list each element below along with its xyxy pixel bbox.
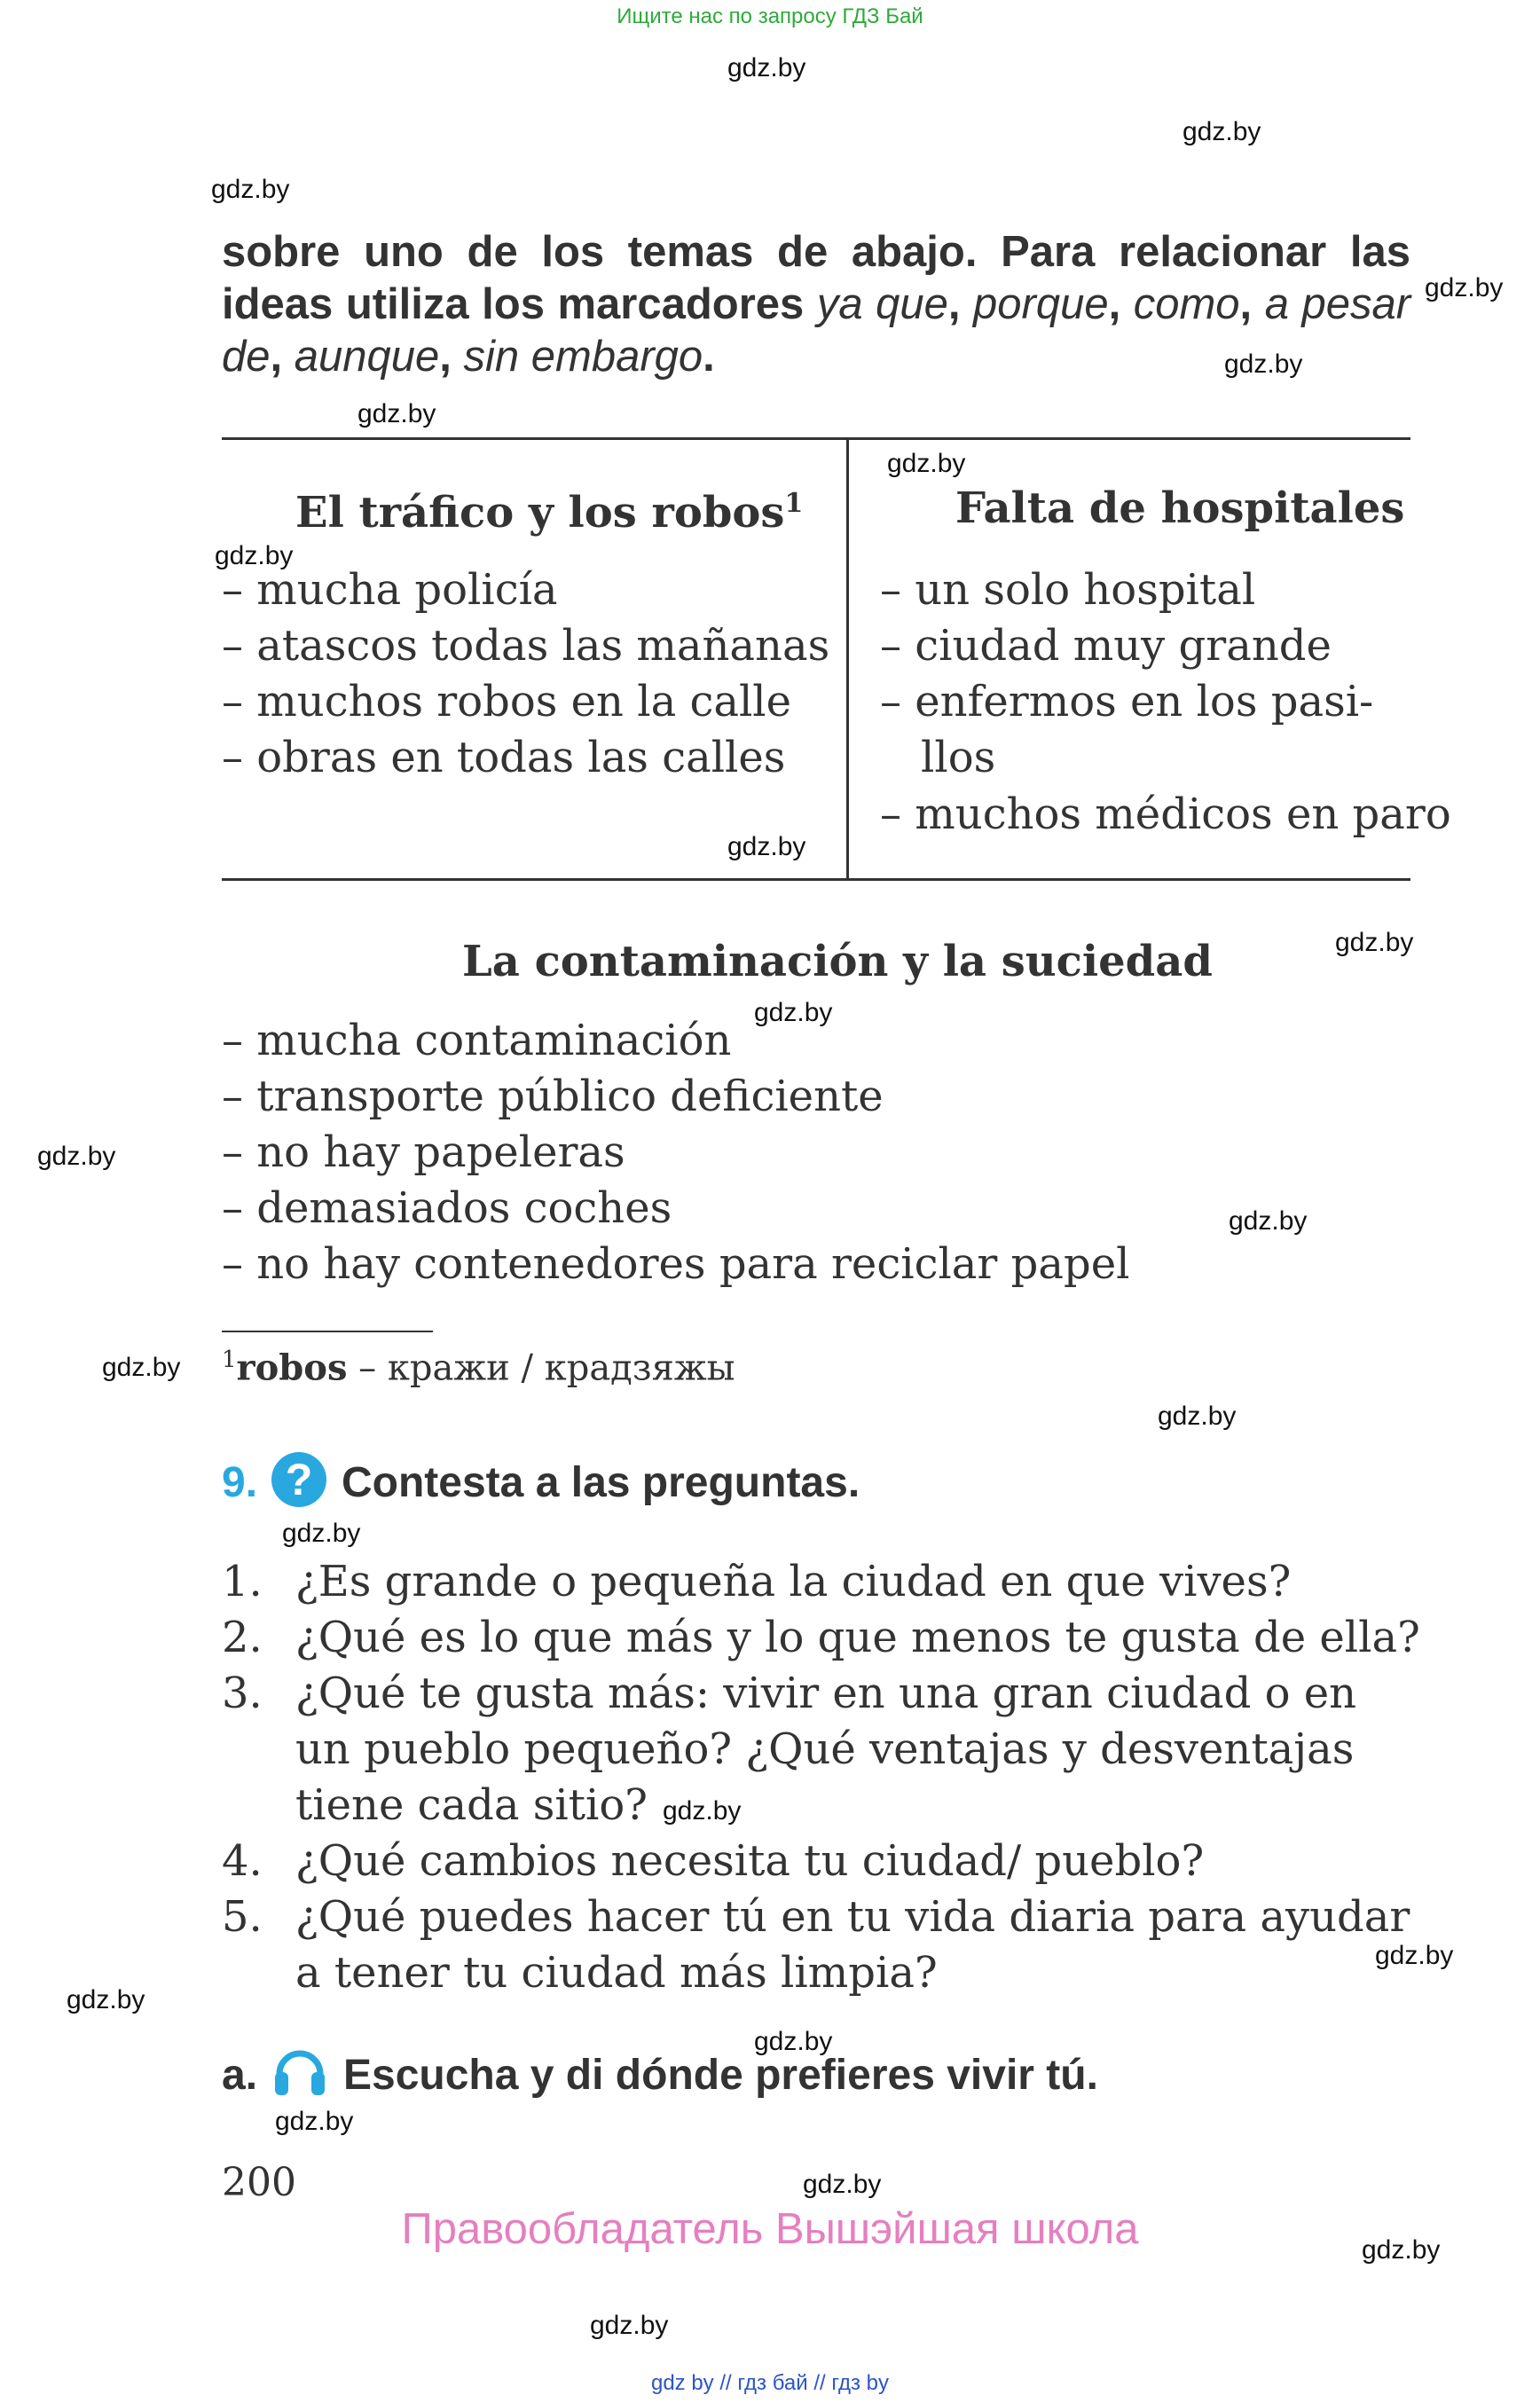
list-item: – no hay papeleras: [222, 1127, 625, 1177]
intro-line-1: sobre uno de los temas de abajo. Para relacionar las: [222, 228, 1410, 276]
marker-ya-que: ya que: [816, 280, 948, 328]
question-number: 5.: [222, 1892, 263, 1942]
exercise-a-letter: a.: [222, 2052, 258, 2099]
watermark: gdz.by: [1182, 117, 1261, 146]
footnote-rule: [222, 1331, 433, 1332]
watermark: gdz.by: [37, 1142, 116, 1171]
exercise-a-title: Escucha y di dónde prefieres vivir tú.: [343, 2052, 1098, 2099]
table-bottom-rule: [222, 878, 1410, 881]
footnote-mark: 1: [784, 488, 804, 519]
watermark: gdz.by: [1362, 2235, 1441, 2265]
footnote-number: 1: [222, 1347, 237, 1373]
separator: ,: [1108, 280, 1134, 328]
list-item: – mucha policía: [222, 565, 558, 615]
watermark: gdz.by: [67, 1985, 145, 2014]
question-text: ¿Qué es lo que más y lo que menos te gusta de ella?: [295, 1613, 1420, 1662]
watermark: gdz.by: [1229, 1206, 1308, 1236]
marker-aunque: aunque: [294, 333, 440, 381]
topic-title-text: El tráfico y los robos: [295, 488, 785, 538]
list-item: – transporte público deficiente: [222, 1072, 884, 1121]
question-text: ¿Es grande o pequeña la ciudad en que vives?: [295, 1557, 1292, 1606]
watermark: gdz.by: [282, 1519, 361, 1548]
separator: ,: [439, 333, 464, 381]
list-item: – atascos todas las mañanas: [222, 621, 830, 671]
watermark: gdz.by: [1375, 1941, 1454, 1970]
watermark: gdz.by: [358, 399, 436, 428]
watermark: gdz.by: [1224, 349, 1303, 379]
list-item: – un solo hospital: [880, 565, 1256, 615]
question-number: 2.: [222, 1613, 263, 1662]
watermark: gdz.by: [754, 998, 833, 1027]
topic-title-pollution: La contaminación y la suciedad: [462, 937, 1213, 986]
watermark: gdz.by: [887, 449, 966, 478]
list-item: – muchos médicos en paro: [880, 789, 1451, 839]
topic-title-hospitals: Falta de hospitales: [955, 483, 1405, 533]
question-text: ¿Qué puedes hacer tú en tu vida diaria para ayudar: [295, 1892, 1410, 1942]
list-item: – obras en todas las calles: [222, 733, 786, 782]
question-text: ¿Qué cambios necesita tu ciudad/ pueblo?: [295, 1836, 1205, 1886]
watermark: gdz.by: [1425, 273, 1504, 302]
list-item: – no hay contenedores para reciclar papel: [222, 1239, 1130, 1289]
exercise-9-title: Contesta a las preguntas.: [342, 1459, 860, 1506]
intro-paragraph: [222, 226, 1410, 383]
separator: ,: [270, 333, 295, 381]
watermark: gdz.by: [1335, 928, 1414, 957]
topic-title-traffic: [295, 488, 803, 538]
list-item: – ciudad muy grande: [880, 621, 1332, 671]
question-text: tiene cada sitio?: [295, 1780, 648, 1830]
watermark: gdz.by: [590, 2311, 669, 2340]
question-number: 3.: [222, 1669, 263, 1718]
watermark: gdz.by: [211, 175, 290, 204]
watermark: gdz.by: [1158, 1402, 1237, 1431]
intro-line-2: ideas utiliza los marcadores: [222, 280, 817, 328]
marker-como: como: [1133, 280, 1240, 328]
exercise-number: 9.: [222, 1459, 258, 1506]
list-item: – muchos robos en la calle: [222, 677, 792, 726]
header-search-hint: Ищите нас по запросу ГДЗ Бай: [617, 4, 923, 28]
watermark: gdz.by: [663, 1796, 742, 1826]
marker-a-pesar-de: a pesar de: [222, 280, 1411, 381]
question-text: a tener tu ciudad más limpia?: [295, 1948, 938, 1998]
period: .: [703, 333, 715, 381]
question-text: un pueblo pequeño? ¿Qué ventajas y desventajas: [295, 1724, 1355, 1774]
separator: ,: [947, 280, 973, 328]
list-item: – mucha contaminación: [222, 1016, 732, 1065]
table-top-rule: [222, 437, 1410, 440]
watermark: gdz.by: [102, 1353, 181, 1382]
marker-sin-embargo: sin embargo: [463, 333, 703, 381]
marker-porque: porque: [973, 280, 1109, 328]
list-item: – demasiados coches: [222, 1183, 672, 1233]
list-item: llos: [921, 733, 996, 782]
watermark: gdz.by: [727, 53, 806, 82]
watermark: gdz.by: [727, 832, 806, 861]
footnote-translation: – кражи / крадзяжы: [347, 1347, 735, 1389]
question-number: 4.: [222, 1836, 263, 1886]
footnote: [222, 1347, 735, 1388]
page-number: 200: [222, 2160, 296, 2205]
separator: ,: [1239, 280, 1265, 328]
footer-links[interactable]: gdz by // гдз бай // гдз by: [650, 2371, 890, 2395]
question-text: ¿Qué te gusta más: vivir en una gran ciudad o en: [295, 1669, 1357, 1718]
list-item: – enfermos en los pasi-: [880, 677, 1374, 726]
copyright-notice: Правообладатель Вышэйшая школа: [401, 2205, 1139, 2253]
question-icon: ?: [271, 1452, 326, 1507]
footnote-word: robos: [236, 1347, 348, 1389]
watermark: gdz.by: [754, 2027, 833, 2056]
headphones-icon: [271, 2040, 329, 2099]
watermark: gdz.by: [215, 541, 294, 570]
table-column-divider: [846, 437, 849, 881]
exercise-9-header: [222, 1458, 257, 1507]
watermark: gdz.by: [803, 2170, 882, 2199]
question-number: 1.: [222, 1557, 263, 1606]
watermark: gdz.by: [275, 2107, 354, 2136]
